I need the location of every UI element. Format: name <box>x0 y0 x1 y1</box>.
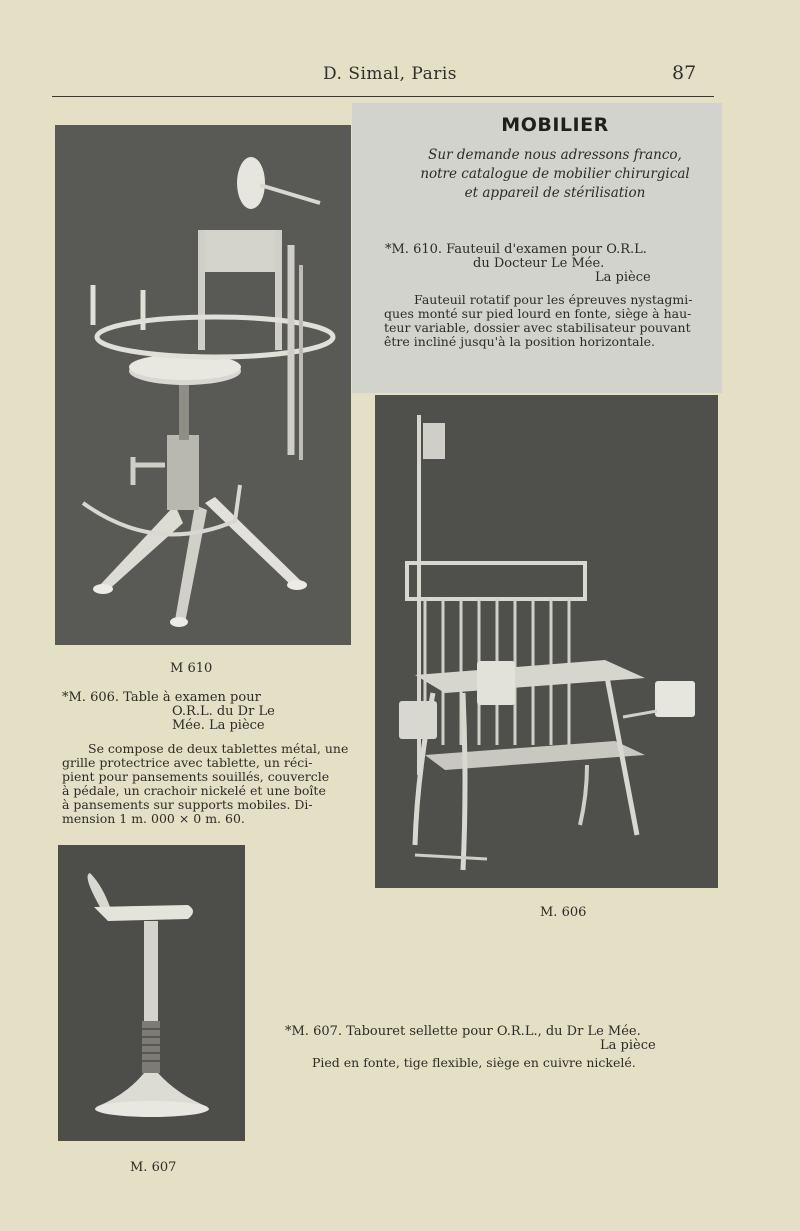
caption-m610: M 610 <box>170 661 213 676</box>
product-m610-heading <box>385 243 685 285</box>
product-heading-line: La pièce <box>600 1038 656 1053</box>
product-photo-m610 <box>55 125 351 645</box>
chair-illustration <box>55 125 351 645</box>
section-title: MOBILIER <box>501 114 609 136</box>
product-heading-line: O.R.L. du Dr Le <box>172 704 275 719</box>
product-m607-heading <box>285 1025 685 1053</box>
catalog-note-line: Sur demande nous adressons franco, <box>428 147 682 163</box>
product-m606-description <box>62 742 352 826</box>
product-m607-description <box>312 1056 692 1070</box>
catalog-note-line: et appareil de stérilisation <box>464 185 646 201</box>
catalog-note-line: notre catalogue de mobilier chirurgical <box>420 166 690 182</box>
description-line: Fauteuil rotatif pour les épreuves nystagmi- <box>414 292 693 307</box>
stool-illustration <box>58 845 245 1141</box>
description-line: Pied en fonte, tige flexible, siège en cuivre nickelé. <box>312 1055 636 1070</box>
caption-m606: M. 606 <box>540 905 587 920</box>
table-illustration <box>375 395 718 888</box>
product-photo-m606 <box>375 395 718 888</box>
product-heading-line: *M. 606. Table à examen pour <box>62 690 261 705</box>
description-line: Se compose de deux tablettes métal, une <box>88 741 349 756</box>
product-heading-line: La pièce <box>595 270 651 285</box>
product-photo-m607 <box>58 845 245 1141</box>
description-line: pient pour pansements souillés, couvercle <box>62 769 330 784</box>
description-line: grille protectrice avec tablette, un réci- <box>62 755 313 770</box>
product-heading-line: *M. 607. Tabouret sellette pour O.R.L., du Dr Le Mée. <box>285 1024 641 1039</box>
page-header-title: D. Simal, Paris <box>322 64 457 84</box>
description-line: à pédale, un crachoir nickelé et une boîte <box>62 783 326 798</box>
description-line: mension 1 m. 000 × 0 m. 60. <box>62 811 245 826</box>
description-line: être incliné jusqu'à la position horizontale. <box>384 334 655 349</box>
description-line: teur variable, dossier avec stabilisateur pouvant <box>384 320 691 335</box>
catalog-note <box>405 146 705 203</box>
product-heading-line: du Docteur Le Mée. <box>473 256 605 271</box>
page-number: 87 <box>672 62 697 84</box>
header-rule <box>52 96 714 97</box>
product-m606-heading <box>62 691 352 733</box>
description-line: à pansements sur supports mobiles. Di- <box>62 797 313 812</box>
product-m610-description <box>384 293 720 349</box>
product-heading-line: Mée. La pièce <box>172 718 265 733</box>
product-heading-line: *M. 610. Fauteuil d'examen pour O.R.L. <box>385 242 647 257</box>
caption-m607: M. 607 <box>130 1160 177 1175</box>
description-line: ques monté sur pied lourd en fonte, siège à hau- <box>384 306 692 321</box>
